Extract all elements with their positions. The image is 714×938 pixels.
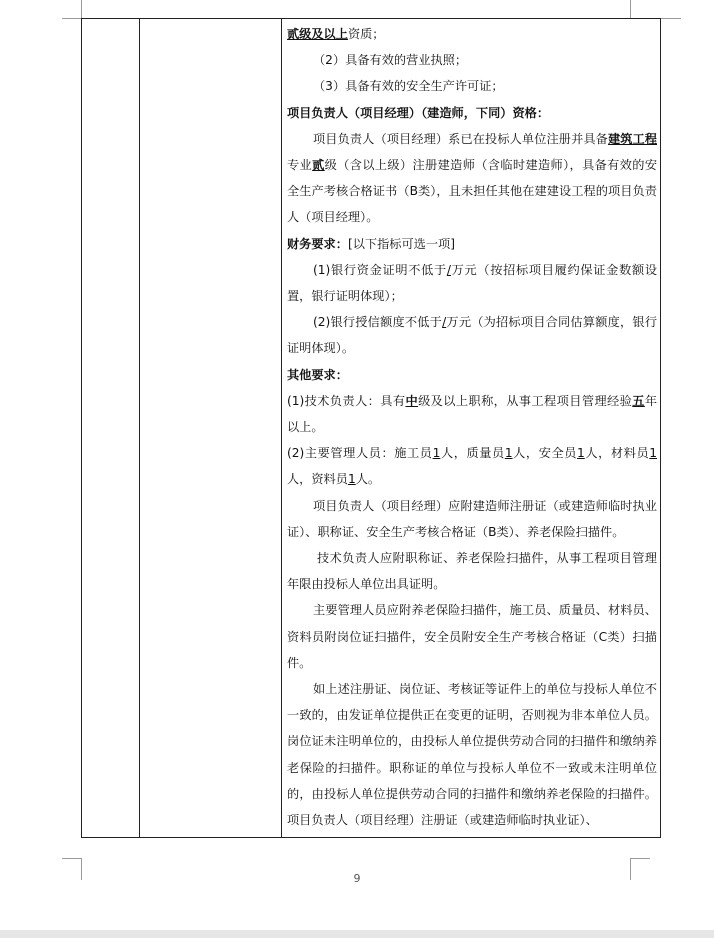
page-bottom-gap [0,930,714,938]
table-column-divider-2 [281,18,282,838]
finance-item-2: (2)银行授信额度不低于/万元（为招标项目合同估算额度，银行证明体现）。 [287,315,658,356]
qualification-line: 贰级及以上资质； [287,27,385,41]
table-column-divider-1 [139,18,140,838]
crop-mark-top-right-v [630,0,631,18]
other-heading: 其他要求： [287,367,348,382]
crop-mark-bottom-left [62,858,82,859]
crop-mark-bottom-right [630,858,650,859]
safety-permit-line: （3）具备有效的安全生产许可证； [313,79,504,94]
license-line: （2）具备有效的营业执照； [313,53,468,68]
requirements-cell [287,21,657,833]
pm-paragraph: 项目负责人（项目经理）系已在投标人单位注册并具备建筑工程专业贰级（含以上级）注册建造师（含临时建造师），具备有效的安全生产考核合格证书（B类），且未担任其他在建建设工程的项目负责人（项目经理）。 [287,131,658,225]
pm-heading: 项目负责人（项目经理）（建造师，下同）资格： [287,105,550,120]
staff-line: (2)主要管理人员：施工员1人，质量员1人，安全员1人，材料员1人，资料员1人。 [287,446,658,487]
unit-consistency-paragraph: 如上述注册证、岗位证、考核证等证件上的单位与投标人单位不一致的，由发证单位提供正在变更的证明，否则视为非本单位人员。岗位证未注明单位的，由投标人单位提供劳动合同的扫描件和缴纳养老保险的扫描件。职称证的单位与投标人单位不一致或未注明单位的，由投标人单位提供劳动合同的扫描件和缴纳养老保险的扫描件。项目负责人（项目经理）注册证（或建造师临时执业证）、 [287,682,657,828]
crop-mark-top-left-v [81,0,82,18]
crop-mark-top-left [62,18,82,19]
crop-mark-top-right [661,18,681,19]
page-number: 9 [353,872,361,885]
staff-documents-paragraph: 主要管理人员应附养老保险扫描件，施工员、质量员、材料员、资料员附岗位证扫描件，安全员附安全生产考核合格证（C类）扫描件。 [287,603,657,670]
tech-documents-paragraph: 技术负责人应附职称证、养老保险扫描件，从事工程项目管理年限由投标人单位出具证明。 [287,551,657,592]
finance-item-1: (1)银行资金证明不低于/万元（按招标项目履约保证金数额设置，银行证明体现）； [287,262,658,304]
tech-lead-line: (1)技术负责人：具有中级及以上职称，从事工程项目管理经验五年以上。 [287,393,658,435]
pm-documents-paragraph: 项目负责人（项目经理）应附建造师注册证（或建造师临时执业证）、职称证、安全生产考核合格证（B类）、养老保险扫描件。 [287,498,657,539]
finance-heading: 财务要求：[以下指标可选一项] [287,236,455,251]
